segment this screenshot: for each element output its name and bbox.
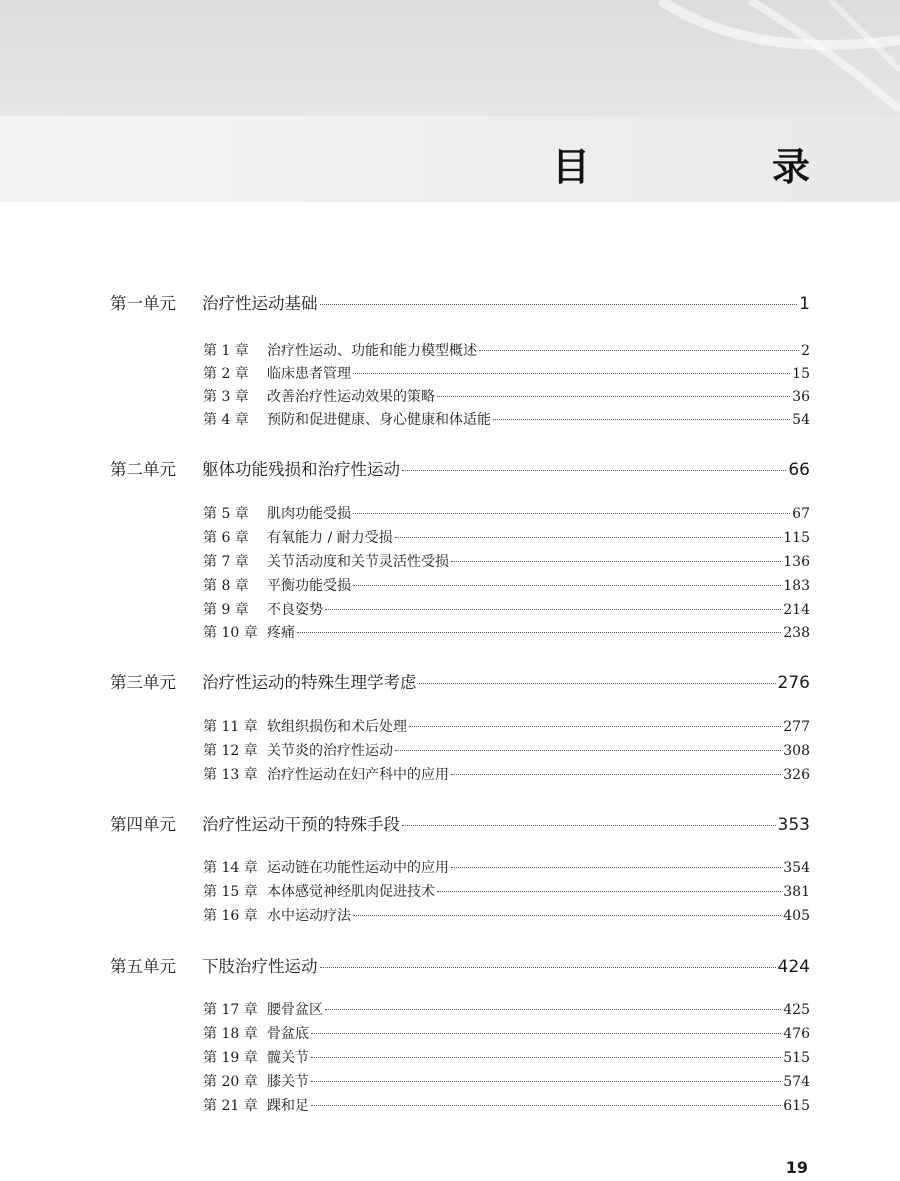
- dot-leader: [353, 373, 790, 374]
- chapter-page: 136: [783, 554, 810, 570]
- toc-chapter-row[interactable]: [203, 409, 810, 429]
- chapter-title: 疼痛: [267, 625, 295, 641]
- header-banner: [0, 0, 900, 116]
- dot-leader: [419, 683, 776, 684]
- dot-leader: [402, 470, 786, 471]
- chapter-number: 第 13 章: [203, 767, 258, 783]
- page-number: 19: [785, 1158, 808, 1177]
- unit-label: 第三单元: [110, 673, 176, 692]
- chapter-title: 软组织损伤和术后处理: [267, 719, 407, 735]
- dot-leader: [311, 1081, 781, 1082]
- chapter-number: 第 4 章: [203, 412, 249, 428]
- chapter-number: 第 18 章: [203, 1026, 258, 1042]
- chapter-number: 第 17 章: [203, 1002, 258, 1018]
- chapter-number: 第 14 章: [203, 860, 258, 876]
- toc-chapter-row[interactable]: [203, 905, 810, 925]
- chapter-page: 615: [783, 1098, 810, 1114]
- toc-unit-row[interactable]: [110, 953, 810, 977]
- chapter-page: 515: [783, 1050, 810, 1066]
- chapter-page: 308: [783, 743, 810, 759]
- toc-chapter-row[interactable]: [203, 363, 810, 383]
- toc-chapter-row[interactable]: [203, 716, 810, 736]
- dot-leader: [451, 867, 781, 868]
- toc-chapter-row[interactable]: [203, 1047, 810, 1067]
- unit-title: 躯体功能残损和治疗性运动: [202, 460, 400, 479]
- chapter-page: 405: [783, 908, 810, 924]
- chapter-title: 不良姿势: [267, 602, 323, 618]
- chapter-page: 54: [792, 412, 810, 428]
- chapter-number: 第 2 章: [203, 366, 249, 382]
- toc-unit-row[interactable]: [110, 811, 810, 835]
- chapter-title: 关节活动度和关节灵活性受损: [267, 554, 449, 570]
- dot-leader: [395, 537, 782, 538]
- chapter-page: 238: [783, 625, 810, 641]
- toc-chapter-row[interactable]: [203, 551, 810, 571]
- chapter-title: 运动链在功能性运动中的应用: [267, 860, 449, 876]
- chapter-number: 第 16 章: [203, 908, 258, 924]
- chapter-number: 第 3 章: [203, 389, 249, 405]
- chapter-page: 326: [783, 767, 810, 783]
- unit-title: 下肢治疗性运动: [202, 957, 318, 976]
- dot-leader: [311, 1033, 781, 1034]
- toc-chapter-row[interactable]: [203, 881, 810, 901]
- toc-chapter-row[interactable]: [203, 575, 810, 595]
- chapter-title: 治疗性运动、功能和能力模型概述: [267, 343, 477, 359]
- chapter-title: 踝和足: [267, 1098, 309, 1114]
- toc-chapter-row[interactable]: [203, 599, 810, 619]
- toc-chapter-row[interactable]: [203, 1071, 810, 1091]
- chapter-number: 第 7 章: [203, 554, 249, 570]
- chapter-page: 381: [783, 884, 810, 900]
- chapter-page: 574: [783, 1074, 810, 1090]
- dot-leader: [311, 1105, 781, 1106]
- unit-page: 424: [777, 957, 810, 977]
- unit-title: 治疗性运动的特殊生理学考虑: [202, 673, 417, 692]
- chapter-number: 第 10 章: [203, 625, 258, 641]
- chapter-page: 214: [783, 602, 810, 618]
- chapter-number: 第 15 章: [203, 884, 258, 900]
- dot-leader: [395, 750, 781, 751]
- chapter-page: 476: [783, 1026, 810, 1042]
- unit-title: 治疗性运动干预的特殊手段: [202, 815, 400, 834]
- chapter-page: 2: [801, 343, 810, 359]
- chapter-number: 第 12 章: [203, 743, 258, 759]
- chapter-title: 改善治疗性运动效果的策略: [267, 389, 435, 405]
- toc-chapter-row[interactable]: [203, 340, 810, 360]
- unit-page: 353: [777, 815, 810, 835]
- dot-leader: [353, 513, 790, 514]
- chapter-page: 425: [783, 1002, 810, 1018]
- unit-label: 第二单元: [110, 460, 176, 479]
- chapter-title: 治疗性运动在妇产科中的应用: [267, 767, 449, 783]
- dot-leader: [325, 609, 781, 610]
- dot-leader: [451, 774, 781, 775]
- chapter-page: 183: [783, 578, 810, 594]
- toc-unit-row[interactable]: [110, 290, 810, 314]
- dot-leader: [451, 561, 781, 562]
- chapter-title: 水中运动疗法: [267, 908, 351, 924]
- unit-page: 66: [788, 460, 810, 480]
- chapter-number: 第 20 章: [203, 1074, 258, 1090]
- chapter-number: 第 5 章: [203, 506, 249, 522]
- chapter-title: 有氧能力 / 耐力受损: [267, 530, 393, 546]
- chapter-title: 关节炎的治疗性运动: [267, 743, 393, 759]
- chapter-number: 第 19 章: [203, 1050, 258, 1066]
- chapter-title: 骨盆底: [267, 1026, 309, 1042]
- dot-leader: [493, 419, 790, 420]
- page-title: 目 录: [551, 144, 882, 189]
- chapter-number: 第 11 章: [203, 719, 258, 735]
- chapter-title: 本体感觉神经肌肉促进技术: [267, 884, 435, 900]
- chapter-title: 膝关节: [267, 1074, 309, 1090]
- chapter-title: 肌肉功能受损: [267, 506, 351, 522]
- toc-chapter-row[interactable]: [203, 764, 810, 784]
- toc-chapter-row[interactable]: [203, 527, 810, 547]
- dot-leader: [353, 915, 781, 916]
- chapter-number: 第 1 章: [203, 343, 249, 359]
- toc-chapter-row[interactable]: [203, 1095, 810, 1115]
- chapter-page: 277: [783, 719, 810, 735]
- unit-label: 第一单元: [110, 294, 176, 313]
- chapter-page: 354: [783, 860, 810, 876]
- chapter-title: 临床患者管理: [267, 366, 351, 382]
- chapter-number: 第 8 章: [203, 578, 249, 594]
- toc-chapter-row[interactable]: [203, 386, 810, 406]
- unit-page: 1: [799, 294, 810, 314]
- dot-leader: [297, 632, 781, 633]
- decorative-arcs-icon: [600, 0, 900, 116]
- dot-leader: [353, 585, 781, 586]
- chapter-title: 腰骨盆区: [267, 1002, 323, 1018]
- toc-unit-row[interactable]: [110, 456, 810, 480]
- chapter-page: 15: [792, 366, 810, 382]
- toc-unit-row[interactable]: [110, 669, 810, 693]
- dot-leader: [437, 396, 790, 397]
- chapter-number: 第 6 章: [203, 530, 249, 546]
- chapter-title: 髋关节: [267, 1050, 309, 1066]
- chapter-number: 第 21 章: [203, 1098, 258, 1114]
- toc-chapter-row[interactable]: [203, 1023, 810, 1043]
- dot-leader: [320, 304, 798, 305]
- toc-chapter-row[interactable]: [203, 622, 810, 642]
- unit-page: 276: [777, 673, 810, 693]
- chapter-title: 预防和促进健康、身心健康和体适能: [267, 412, 491, 428]
- chapter-number: 第 9 章: [203, 602, 249, 618]
- dot-leader: [479, 350, 799, 351]
- toc-chapter-row[interactable]: [203, 999, 810, 1019]
- unit-label: 第四单元: [110, 815, 176, 834]
- dot-leader: [437, 891, 781, 892]
- dot-leader: [402, 825, 776, 826]
- toc-chapter-row[interactable]: [203, 857, 810, 877]
- chapter-title: 平衡功能受损: [267, 578, 351, 594]
- unit-title: 治疗性运动基础: [202, 294, 318, 313]
- chapter-page: 115: [783, 530, 810, 546]
- unit-label: 第五单元: [110, 957, 176, 976]
- dot-leader: [325, 1009, 781, 1010]
- dot-leader: [409, 726, 781, 727]
- toc-chapter-row[interactable]: [203, 503, 810, 523]
- chapter-page: 67: [792, 506, 810, 522]
- dot-leader: [320, 967, 776, 968]
- toc-chapter-row[interactable]: [203, 740, 810, 760]
- chapter-page: 36: [792, 389, 810, 405]
- dot-leader: [311, 1057, 781, 1058]
